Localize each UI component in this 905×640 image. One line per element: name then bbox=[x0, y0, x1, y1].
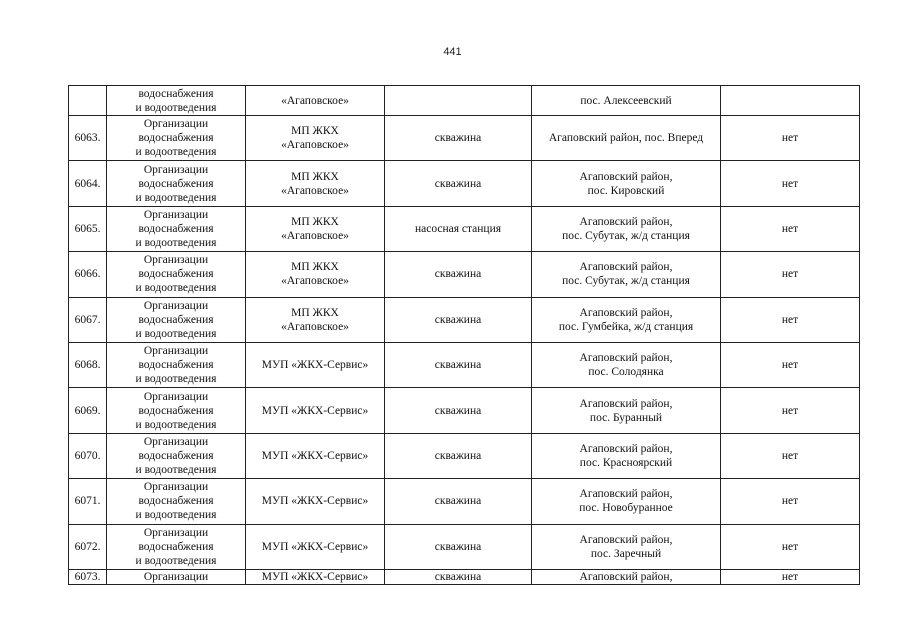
organization-cell-line: МП ЖКХ bbox=[291, 306, 339, 319]
row-number bbox=[69, 86, 107, 116]
organization-cell-line: МП ЖКХ bbox=[291, 170, 339, 183]
address-cell bbox=[532, 206, 721, 251]
object-type-cell-line: водоснабжения bbox=[138, 87, 214, 100]
address-cell-line: Агаповский район, bbox=[579, 442, 673, 455]
address-cell-line: пос. Алексеевский bbox=[580, 94, 672, 107]
object-type-cell bbox=[107, 524, 246, 569]
row-number: 6066. bbox=[69, 252, 107, 297]
table-row bbox=[69, 206, 860, 251]
facility-cell bbox=[385, 86, 532, 116]
row-number: 6065. bbox=[69, 206, 107, 251]
object-type-cell-line: и водоотведения bbox=[135, 146, 217, 159]
address-cell bbox=[532, 569, 721, 584]
row-number: 6064. bbox=[69, 161, 107, 206]
object-type-cell bbox=[107, 342, 246, 387]
organization-cell-line: МП ЖКХ bbox=[291, 215, 339, 228]
organization-cell-line: «Агаповское» bbox=[281, 184, 349, 197]
address-cell-line: пос. Буранный bbox=[589, 411, 663, 424]
object-type-cell bbox=[107, 297, 246, 342]
object-type-cell-line: водоснабжения bbox=[138, 268, 214, 281]
table-row bbox=[69, 524, 860, 569]
address-cell bbox=[532, 252, 721, 297]
organization-cell bbox=[246, 433, 385, 478]
row-number: 6067. bbox=[69, 297, 107, 342]
facility-cell-line: насосная станция bbox=[414, 222, 502, 235]
object-type-cell-line: и водоотведения bbox=[135, 418, 217, 431]
address-cell bbox=[532, 86, 721, 116]
table-row-partial bbox=[69, 569, 860, 584]
object-type-cell-line: и водоотведения bbox=[135, 327, 217, 340]
table-row bbox=[69, 116, 860, 161]
facility-cell bbox=[385, 116, 532, 161]
address-cell bbox=[532, 297, 721, 342]
flag-cell: нет bbox=[721, 206, 860, 251]
organization-cell-line: «Агаповское» bbox=[281, 94, 349, 107]
row-number: 6071. bbox=[69, 479, 107, 524]
organization-cell-line: «Агаповское» bbox=[281, 275, 349, 288]
organization-cell bbox=[246, 524, 385, 569]
table-row bbox=[69, 161, 860, 206]
flag-cell: нет bbox=[721, 388, 860, 433]
facility-cell bbox=[385, 161, 532, 206]
facility-cell-line: скважина bbox=[434, 570, 482, 583]
facility-cell bbox=[385, 569, 532, 584]
object-type-cell-line: Организации bbox=[143, 299, 209, 312]
organization-cell bbox=[246, 297, 385, 342]
object-type-cell-line: и водоотведения bbox=[135, 101, 217, 114]
object-type-cell bbox=[107, 86, 246, 116]
object-type-cell-line: и водоотведения bbox=[135, 191, 217, 204]
flag-cell: нет bbox=[721, 524, 860, 569]
facility-cell-line: скважина bbox=[434, 268, 482, 281]
organization-cell bbox=[246, 569, 385, 584]
facility-cell bbox=[385, 206, 532, 251]
organization-cell-line: МУП «ЖКХ-Сервис» bbox=[261, 404, 369, 417]
organization-cell bbox=[246, 206, 385, 251]
object-type-cell-line: водоснабжения bbox=[138, 313, 214, 326]
object-type-cell bbox=[107, 161, 246, 206]
object-type-cell-line: Организации bbox=[143, 570, 209, 583]
object-type-cell-line: водоснабжения bbox=[138, 359, 214, 372]
facility-cell-line: скважина bbox=[434, 540, 482, 553]
address-cell-line: пос. Солодянка bbox=[588, 366, 664, 379]
organization-cell-line: МП ЖКХ bbox=[291, 261, 339, 274]
flag-cell: нет bbox=[721, 569, 860, 584]
organization-cell bbox=[246, 86, 385, 116]
object-type-cell-line: и водоотведения bbox=[135, 373, 217, 386]
object-type-cell-line: водоснабжения bbox=[138, 449, 214, 462]
facility-cell-line: скважина bbox=[434, 313, 482, 326]
organization-cell-line: «Агаповское» bbox=[281, 320, 349, 333]
address-cell bbox=[532, 342, 721, 387]
organization-cell bbox=[246, 116, 385, 161]
flag-cell: нет bbox=[721, 479, 860, 524]
address-cell-line: Агаповский район, bbox=[579, 306, 673, 319]
row-number: 6073. bbox=[69, 569, 107, 584]
object-type-cell-line: водоснабжения bbox=[138, 404, 214, 417]
address-cell-line: Агаповский район, пос. Вперед bbox=[548, 132, 704, 145]
object-type-cell bbox=[107, 206, 246, 251]
address-cell-line: Агаповский район, bbox=[579, 215, 673, 228]
facility-cell-line: скважина bbox=[434, 449, 482, 462]
address-cell bbox=[532, 479, 721, 524]
object-type-cell-line: и водоотведения bbox=[135, 509, 217, 522]
table-row-continued bbox=[69, 86, 860, 116]
organization-cell bbox=[246, 342, 385, 387]
organization-cell-line: «Агаповское» bbox=[281, 229, 349, 242]
row-number: 6070. bbox=[69, 433, 107, 478]
object-type-cell bbox=[107, 479, 246, 524]
flag-cell: нет bbox=[721, 342, 860, 387]
object-type-cell-line: и водоотведения bbox=[135, 554, 217, 567]
address-cell-line: пос. Субутак, ж/д станция bbox=[562, 229, 690, 242]
organization-cell-line: МУП «ЖКХ-Сервис» bbox=[261, 570, 369, 583]
facility-cell bbox=[385, 297, 532, 342]
object-type-cell bbox=[107, 433, 246, 478]
registry-table-body bbox=[69, 86, 860, 585]
address-cell-line: пос. Заречный bbox=[590, 547, 662, 560]
address-cell-line: пос. Кировский bbox=[587, 184, 665, 197]
facility-cell-line: скважина bbox=[434, 359, 482, 372]
flag-cell: нет bbox=[721, 252, 860, 297]
address-cell bbox=[532, 116, 721, 161]
object-type-cell-line: водоснабжения bbox=[138, 540, 214, 553]
organization-cell bbox=[246, 252, 385, 297]
organization-cell bbox=[246, 161, 385, 206]
object-type-cell-line: водоснабжения bbox=[138, 222, 214, 235]
address-cell bbox=[532, 388, 721, 433]
row-number: 6069. bbox=[69, 388, 107, 433]
object-type-cell-line: Организации bbox=[143, 526, 209, 539]
object-type-cell-line: Организации bbox=[143, 208, 209, 221]
object-type-cell-line: и водоотведения bbox=[135, 236, 217, 249]
facility-cell bbox=[385, 342, 532, 387]
object-type-cell-line: Организации bbox=[143, 254, 209, 267]
address-cell-line: пос. Субутак, ж/д станция bbox=[562, 275, 690, 288]
address-cell-line: Агаповский район, bbox=[579, 261, 673, 274]
object-type-cell bbox=[107, 116, 246, 161]
organization-cell-line: МУП «ЖКХ-Сервис» bbox=[261, 359, 369, 372]
table-row bbox=[69, 252, 860, 297]
object-type-cell bbox=[107, 388, 246, 433]
address-cell-line: Агаповский район, bbox=[579, 533, 673, 546]
object-type-cell-line: и водоотведения bbox=[135, 282, 217, 295]
organization-cell-line: МУП «ЖКХ-Сервис» bbox=[261, 540, 369, 553]
address-cell bbox=[532, 161, 721, 206]
address-cell-line: пос. Красноярский bbox=[579, 456, 673, 469]
organization-cell-line: «Агаповское» bbox=[281, 139, 349, 152]
organization-cell bbox=[246, 479, 385, 524]
flag-cell: нет bbox=[721, 297, 860, 342]
flag-cell bbox=[721, 86, 860, 116]
address-cell-line: Агаповский район, bbox=[579, 397, 673, 410]
organization-cell-line: МУП «ЖКХ-Сервис» bbox=[261, 449, 369, 462]
page-number: 441 bbox=[443, 46, 462, 58]
object-type-cell-line: Организации bbox=[143, 163, 209, 176]
facility-cell bbox=[385, 433, 532, 478]
object-type-cell bbox=[107, 252, 246, 297]
facility-cell bbox=[385, 252, 532, 297]
organization-cell-line: МП ЖКХ bbox=[291, 125, 339, 138]
facility-cell-line: скважина bbox=[434, 495, 482, 508]
object-type-cell-line: Организации bbox=[143, 435, 209, 448]
address-cell-line: пос. Гумбейка, ж/д станция bbox=[558, 320, 694, 333]
registry-table bbox=[68, 85, 860, 585]
table-row bbox=[69, 388, 860, 433]
object-type-cell-line: Организации bbox=[143, 481, 209, 494]
table-row bbox=[69, 433, 860, 478]
organization-cell bbox=[246, 388, 385, 433]
address-cell-line: Агаповский район, bbox=[579, 170, 673, 183]
facility-cell bbox=[385, 388, 532, 433]
flag-cell: нет bbox=[721, 433, 860, 478]
facility-cell-line: скважина bbox=[434, 177, 482, 190]
address-cell-line: Агаповский район, bbox=[579, 570, 673, 583]
object-type-cell-line: Организации bbox=[143, 345, 209, 358]
table-row bbox=[69, 342, 860, 387]
table-row bbox=[69, 297, 860, 342]
object-type-cell-line: Организации bbox=[143, 390, 209, 403]
row-number: 6063. bbox=[69, 116, 107, 161]
address-cell-line: пос. Новобуранное bbox=[579, 502, 673, 515]
row-number: 6068. bbox=[69, 342, 107, 387]
object-type-cell-line: водоснабжения bbox=[138, 177, 214, 190]
facility-cell-line: скважина bbox=[434, 404, 482, 417]
object-type-cell-line: и водоотведения bbox=[135, 463, 217, 476]
address-cell bbox=[532, 433, 721, 478]
flag-cell: нет bbox=[721, 116, 860, 161]
row-number: 6072. bbox=[69, 524, 107, 569]
facility-cell bbox=[385, 479, 532, 524]
organization-cell-line: МУП «ЖКХ-Сервис» bbox=[261, 495, 369, 508]
facility-cell-line: скважина bbox=[434, 132, 482, 145]
object-type-cell bbox=[107, 569, 246, 584]
object-type-cell-line: водоснабжения bbox=[138, 495, 214, 508]
facility-cell bbox=[385, 524, 532, 569]
object-type-cell-line: водоснабжения bbox=[138, 132, 214, 145]
address-cell bbox=[532, 524, 721, 569]
address-cell-line: Агаповский район, bbox=[579, 352, 673, 365]
object-type-cell-line: Организации bbox=[143, 118, 209, 131]
table-row bbox=[69, 479, 860, 524]
address-cell-line: Агаповский район, bbox=[579, 488, 673, 501]
flag-cell: нет bbox=[721, 161, 860, 206]
